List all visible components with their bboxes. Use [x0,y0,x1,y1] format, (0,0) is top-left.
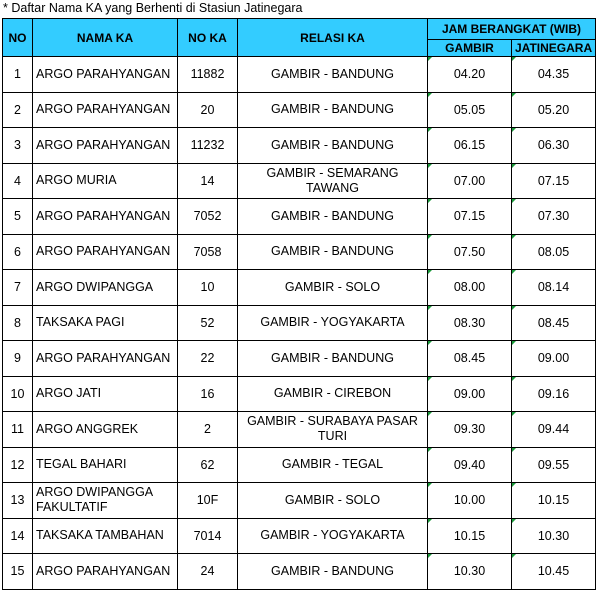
train-name: TEGAL BAHARI [33,447,178,483]
departure-gambir: 08.30 [428,305,512,341]
departure-gambir: 10.30 [428,554,512,590]
train-number: 2 [178,412,238,448]
route: GAMBIR - TEGAL [238,447,428,483]
train-number: 14 [178,163,238,199]
departure-gambir: 09.00 [428,376,512,412]
departure-jatinegara: 08.05 [512,234,596,270]
row-number: 2 [3,92,33,128]
row-number: 12 [3,447,33,483]
train-name: ARGO PARAHYANGAN [33,341,178,377]
table-row [3,518,596,554]
header-nama-ka: NAMA KA [33,19,178,57]
row-number: 6 [3,234,33,270]
train-name: ARGO MURIA [33,163,178,199]
train-number: 16 [178,376,238,412]
train-number: 7014 [178,518,238,554]
departure-gambir: 05.05 [428,92,512,128]
table-row [3,447,596,483]
table-body [3,57,596,590]
table-row [3,305,596,341]
table-row [3,199,596,235]
departure-jatinegara: 08.45 [512,305,596,341]
departure-gambir: 07.15 [428,199,512,235]
train-name: TAKSAKA PAGI [33,305,178,341]
route: GAMBIR - YOGYAKARTA [238,518,428,554]
train-name: ARGO ANGGREK [33,412,178,448]
train-name: ARGO PARAHYANGAN [33,199,178,235]
table-row [3,57,596,93]
train-number: 52 [178,305,238,341]
departure-jatinegara: 04.35 [512,57,596,93]
table-caption: * Daftar Nama KA yang Berhenti di Stasiun Jatinegara [3,1,303,15]
train-name: ARGO DWIPANGGA [33,270,178,306]
route: GAMBIR - SOLO [238,483,428,519]
departure-jatinegara: 07.15 [512,163,596,199]
departure-jatinegara: 07.30 [512,199,596,235]
departure-gambir: 10.15 [428,518,512,554]
row-number: 8 [3,305,33,341]
train-name: TAKSAKA TAMBAHAN [33,518,178,554]
header-jatinegara: JATINEGARA [512,40,596,57]
route: GAMBIR - SOLO [238,270,428,306]
train-name: ARGO DWIPANGGA FAKULTATIF [33,483,178,519]
departure-jatinegara: 09.00 [512,341,596,377]
train-number: 10F [178,483,238,519]
row-number: 14 [3,518,33,554]
route: GAMBIR - CIREBON [238,376,428,412]
row-number: 4 [3,163,33,199]
row-number: 3 [3,128,33,164]
train-schedule-table [2,18,596,590]
table-row [3,128,596,164]
header-gambir: GAMBIR [428,40,512,57]
table-row [3,376,596,412]
departure-gambir: 07.50 [428,234,512,270]
route: GAMBIR - YOGYAKARTA [238,305,428,341]
departure-gambir: 09.40 [428,447,512,483]
table-row [3,92,596,128]
header-no: NO [3,19,33,57]
route: GAMBIR - BANDUNG [238,341,428,377]
departure-jatinegara: 10.15 [512,483,596,519]
departure-jatinegara: 05.20 [512,92,596,128]
departure-jatinegara: 08.14 [512,270,596,306]
table-row [3,234,596,270]
row-number: 13 [3,483,33,519]
departure-jatinegara: 10.45 [512,554,596,590]
row-number: 7 [3,270,33,306]
departure-jatinegara: 06.30 [512,128,596,164]
departure-jatinegara: 10.30 [512,518,596,554]
route: GAMBIR - BANDUNG [238,57,428,93]
row-number: 1 [3,57,33,93]
row-number: 10 [3,376,33,412]
departure-gambir: 06.15 [428,128,512,164]
route: GAMBIR - BANDUNG [238,234,428,270]
train-number: 10 [178,270,238,306]
train-name: ARGO PARAHYANGAN [33,92,178,128]
train-name: ARGO PARAHYANGAN [33,128,178,164]
route: GAMBIR - BANDUNG [238,128,428,164]
departure-jatinegara: 09.16 [512,376,596,412]
train-number: 20 [178,92,238,128]
departure-jatinegara: 09.44 [512,412,596,448]
train-name: ARGO PARAHYANGAN [33,57,178,93]
route: GAMBIR - BANDUNG [238,199,428,235]
header-jam-berangkat: JAM BERANGKAT (WIB) [428,19,596,40]
table-row [3,163,596,199]
train-number: 11882 [178,57,238,93]
table-row [3,341,596,377]
departure-gambir: 08.45 [428,341,512,377]
header-relasi-ka: RELASI KA [238,19,428,57]
departure-gambir: 10.00 [428,483,512,519]
train-number: 11232 [178,128,238,164]
header-no-ka: NO KA [178,19,238,57]
route: GAMBIR - BANDUNG [238,554,428,590]
row-number: 9 [3,341,33,377]
row-number: 5 [3,199,33,235]
route: GAMBIR - SEMARANG TAWANG [238,163,428,199]
route: GAMBIR - SURABAYA PASAR TURI [238,412,428,448]
row-number: 11 [3,412,33,448]
table-row [3,483,596,519]
train-number: 7058 [178,234,238,270]
route: GAMBIR - BANDUNG [238,92,428,128]
train-name: ARGO JATI [33,376,178,412]
table-row [3,412,596,448]
row-number: 15 [3,554,33,590]
departure-gambir: 09.30 [428,412,512,448]
train-number: 62 [178,447,238,483]
departure-jatinegara: 09.55 [512,447,596,483]
train-number: 22 [178,341,238,377]
table-row [3,270,596,306]
table-row [3,554,596,590]
departure-gambir: 08.00 [428,270,512,306]
departure-gambir: 07.00 [428,163,512,199]
train-name: ARGO PARAHYANGAN [33,234,178,270]
train-name: ARGO PARAHYANGAN [33,554,178,590]
train-number: 7052 [178,199,238,235]
train-number: 24 [178,554,238,590]
departure-gambir: 04.20 [428,57,512,93]
